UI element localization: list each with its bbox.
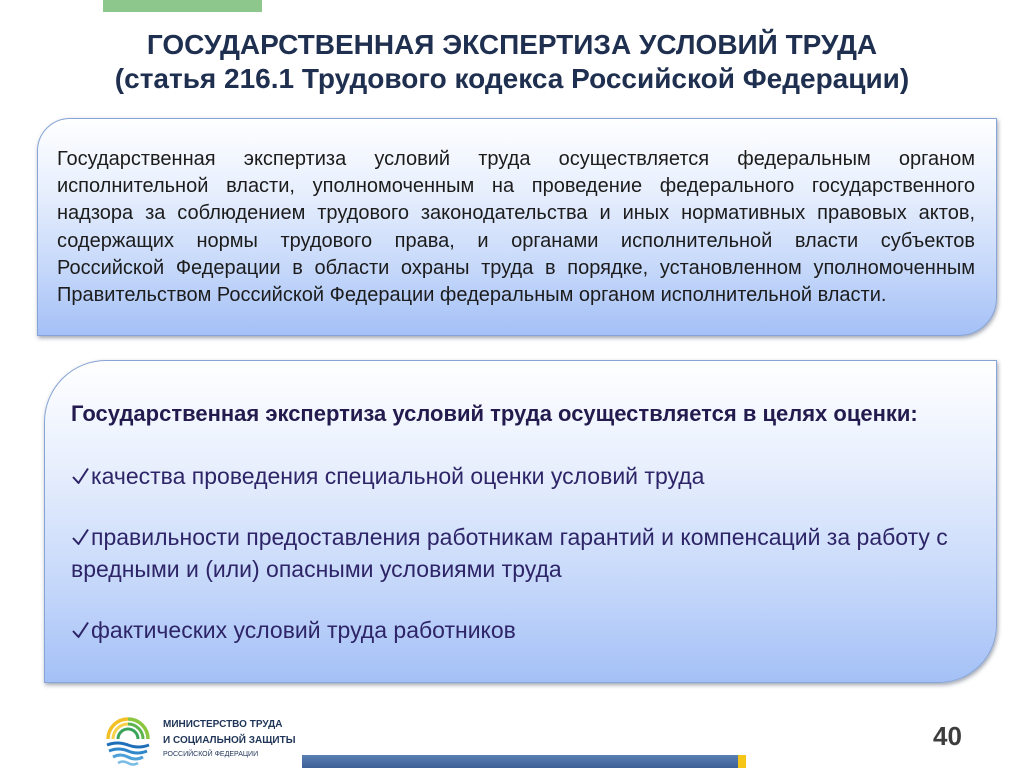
bottom-bar <box>302 755 738 768</box>
purposes-heading: Государственная экспертиза условий труда осуществляется в целях оценки: <box>71 401 918 426</box>
purpose-item-text: правильности предоставления работникам гарантий и компенсаций за работу с вредными и (или) опасными условиями труда <box>71 524 948 582</box>
ministry-logo-icon <box>105 714 151 766</box>
checkmark-icon <box>71 466 90 486</box>
ministry-name-line-1: МИНИСТЕРСТВО ТРУДА <box>163 719 283 730</box>
checkmark-icon <box>71 527 90 547</box>
checkmark-icon <box>71 620 90 640</box>
title-line-1: ГОСУДАРСТВЕННАЯ ЭКСПЕРТИЗА УСЛОВИЙ ТРУДА <box>146 29 878 60</box>
purpose-item <box>71 521 976 585</box>
definition-line: Правительством Российской Федерации федеральным органом исполнительной власти. <box>57 284 887 307</box>
definition-text <box>57 146 975 309</box>
bottom-bar-accent <box>738 755 746 768</box>
definition-line: исполнительной власти, уполномоченным на проведение федерального государственного <box>57 175 975 198</box>
purpose-item <box>71 614 976 646</box>
top-accent-bar <box>103 0 262 12</box>
definition-line: содержащих нормы трудового права, и органами исполнительной власти субъектов <box>57 229 975 252</box>
page-number: 40 <box>933 721 962 751</box>
purpose-item <box>71 460 976 492</box>
purpose-item-text: фактических условий труда работников <box>91 617 516 643</box>
ministry-name-line-2: И СОЦИАЛЬНОЙ ЗАЩИТЫ <box>163 734 296 746</box>
ministry-name <box>163 717 296 760</box>
definition-line: Государственная экспертиза условий труда осуществляется федеральным органом <box>57 148 975 170</box>
ministry-name-line-3: РОССИЙСКОЙ ФЕДЕРАЦИИ <box>163 751 259 758</box>
title-line-2: (статья 216.1 Трудового кодекса Российской Федерации) <box>114 63 910 94</box>
definition-line: Российской Федерации в области охраны труда в порядке, установленном уполномоченным <box>57 256 975 279</box>
purposes-box <box>44 360 997 683</box>
definition-box <box>37 118 997 336</box>
slide-title <box>0 28 1024 96</box>
definition-line: надзора за соблюдением трудового законодательства и иных нормативных правовых актов, <box>57 202 975 225</box>
purpose-item-text: качества проведения специальной оценки условий труда <box>91 463 705 489</box>
